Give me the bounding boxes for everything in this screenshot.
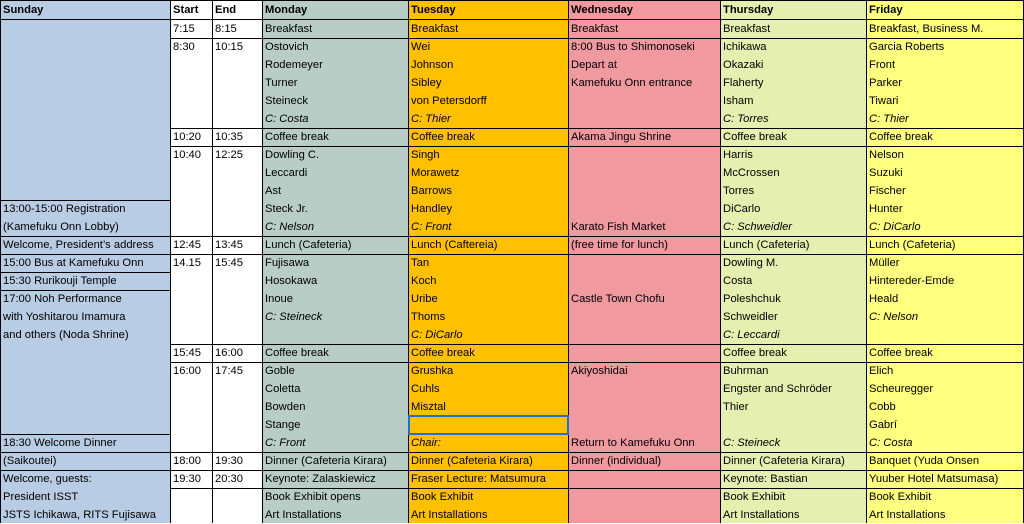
grid-line [568, 0, 569, 523]
cell-sunday-row-19[interactable]: and others (Noda Shrine) [3, 329, 129, 341]
cell-friday-row-6[interactable]: Tiwari [869, 95, 899, 107]
cell-sunday-row-13[interactable]: (Kamefuku Onn Lobby) [3, 221, 119, 233]
cell-thursday-row-8[interactable]: Coffee break [723, 131, 787, 143]
cell-monday-row-10[interactable]: Leccardi [265, 167, 308, 179]
cell-tuesday-row-19[interactable]: C: DiCarlo [411, 329, 463, 341]
cell-sunday-row-28[interactable]: President ISST [3, 491, 79, 503]
cell-sunday-row-12[interactable]: 13:00-15:00 Registration [3, 203, 126, 215]
cell-wednesday-row-25[interactable]: Return to Kamefuku Onn [571, 437, 695, 449]
cell-monday-row-14[interactable]: Lunch (Cafeteria) [265, 239, 352, 251]
cell-wednesday-row-5[interactable]: Kamefuku Onn entrance [571, 77, 693, 89]
cell-sunday-row-18[interactable]: with Yoshitarou Imamura [3, 311, 126, 323]
grid-line [170, 344, 1024, 345]
cell-sunday-row-26[interactable]: (Saikoutei) [3, 455, 57, 467]
cell-thursday-row-26[interactable]: Dinner (Cafeteria Kirara) [723, 455, 845, 467]
cell-monday-row-24[interactable]: Stange [265, 419, 301, 431]
cell-friday-row-3[interactable]: Garcia Roberts [869, 41, 945, 53]
cell-friday-row-4[interactable]: Front [869, 59, 896, 71]
header-end[interactable]: End [215, 4, 237, 16]
cell-thursday-row-13[interactable]: C: Schweidler [723, 221, 793, 233]
cell-friday-row-18[interactable]: C: Nelson [869, 311, 919, 323]
cell-friday-row-9[interactable]: Nelson [869, 149, 904, 161]
cell-monday-row-15[interactable]: Fujisawa [265, 257, 310, 269]
cell-friday-row-21[interactable]: Elich [869, 365, 894, 377]
cell-friday-row-14[interactable]: Lunch (Cafeteria) [869, 239, 956, 251]
cell-tuesday-row-3[interactable]: Wei [411, 41, 431, 53]
cell-start-row-8[interactable]: 10:20 [173, 131, 201, 143]
grid-line [0, 200, 170, 201]
cell-start-row-20[interactable]: 15:45 [173, 347, 201, 359]
cell-tuesday-row-20[interactable]: Coffee break [411, 347, 475, 359]
cell-end-row-20[interactable]: 16:00 [215, 347, 243, 359]
grid-line [0, 452, 170, 453]
cell-thursday-row-3[interactable]: Ichikawa [723, 41, 767, 53]
cell-tuesday-row-29[interactable]: Art Installations [411, 509, 488, 521]
cell-thursday-row-4[interactable]: Okazaki [723, 59, 764, 71]
cell-monday-row-21[interactable]: Goble [265, 365, 295, 377]
grid-line [170, 452, 1024, 453]
cell-friday-row-29[interactable]: Art Installations [869, 509, 946, 521]
cell-friday-row-23[interactable]: Cobb [869, 401, 896, 413]
cell-friday-row-25[interactable]: C: Costa [869, 437, 913, 449]
cell-end-row-2[interactable]: 8:15 [215, 23, 237, 35]
cell-friday-row-20[interactable]: Coffee break [869, 347, 933, 359]
cell-tuesday-row-11[interactable]: Barrows [411, 185, 453, 197]
grid-line [262, 0, 263, 523]
header-thursday[interactable]: Thursday [723, 4, 774, 16]
cell-tuesday-row-27[interactable]: Fraser Lecture: Matsumura [411, 473, 546, 485]
cell-sunday-row-15[interactable]: 15:00 Bus at Kamefuku Onn [3, 257, 144, 269]
cell-wednesday-row-21[interactable]: Akiyoshidai [571, 365, 628, 377]
cell-wednesday-row-3[interactable]: 8:00 Bus to Shimonoseki [571, 41, 695, 53]
cell-wednesday-row-4[interactable]: Depart at [571, 59, 618, 71]
cell-end-row-27[interactable]: 20:30 [215, 473, 243, 485]
cell-friday-row-28[interactable]: Book Exhibit [869, 491, 932, 503]
cell-monday-row-4[interactable]: Rodemeyer [265, 59, 323, 71]
cell-end-row-8[interactable]: 10:35 [215, 131, 243, 143]
cell-friday-row-26[interactable]: Banquet (Yuda Onsen [869, 455, 980, 467]
cell-monday-row-3[interactable]: Ostovich [265, 41, 309, 53]
cell-wednesday-row-17[interactable]: Castle Town Chofu [571, 293, 665, 305]
grid-line [170, 470, 1024, 471]
cell-monday-row-29[interactable]: Art Installations [265, 509, 342, 521]
cell-monday-row-16[interactable]: Hosokawa [265, 275, 318, 287]
cell-tuesday-row-6[interactable]: von Petersdorff [411, 95, 487, 107]
grid-line [170, 236, 1024, 237]
grid-line [170, 0, 171, 523]
cell-thursday-row-11[interactable]: Torres [723, 185, 755, 197]
cell-monday-row-28[interactable]: Book Exhibit opens [265, 491, 361, 503]
grid-line [0, 434, 170, 435]
cell-thursday-row-10[interactable]: McCrossen [723, 167, 780, 179]
cell-thursday-row-19[interactable]: C: Leccardi [723, 329, 780, 341]
cell-start-row-3[interactable]: 8:30 [173, 41, 195, 53]
cell-end-row-26[interactable]: 19:30 [215, 455, 243, 467]
cell-end-row-21[interactable]: 17:45 [215, 365, 243, 377]
cell-monday-row-12[interactable]: Steck Jr. [265, 203, 308, 215]
cell-thursday-row-17[interactable]: Poleshchuk [723, 293, 781, 305]
cell-monday-row-27[interactable]: Keynote: Zalaskiewicz [265, 473, 376, 485]
cell-end-row-15[interactable]: 15:45 [215, 257, 243, 269]
cell-monday-row-17[interactable]: Inoue [265, 293, 293, 305]
grid-line [0, 470, 170, 471]
cell-friday-row-15[interactable]: Müller [869, 257, 900, 269]
grid-line [170, 128, 1024, 129]
cell-start-row-26[interactable]: 18:00 [173, 455, 201, 467]
cell-friday-row-8[interactable]: Coffee break [869, 131, 933, 143]
header-sunday[interactable]: Sunday [3, 4, 44, 16]
cell-start-row-9[interactable]: 10:40 [173, 149, 201, 161]
cell-thursday-row-28[interactable]: Book Exhibit [723, 491, 786, 503]
cell-thursday-row-18[interactable]: Schweidler [723, 311, 778, 323]
cell-tuesday-row-12[interactable]: Handley [411, 203, 453, 215]
cell-tuesday-row-22[interactable]: Cuhls [411, 383, 440, 395]
cell-tuesday-row-23[interactable]: Misztal [411, 401, 446, 413]
cell-thursday-row-14[interactable]: Lunch (Cafeteria) [723, 239, 810, 251]
header-friday[interactable]: Friday [869, 4, 903, 16]
grid-line [170, 488, 1024, 489]
cell-wednesday-row-2[interactable]: Breakfast [571, 23, 619, 35]
header-start[interactable]: Start [173, 4, 199, 16]
cell-start-row-15[interactable]: 14.15 [173, 257, 201, 269]
cell-end-row-14[interactable]: 13:45 [215, 239, 243, 251]
cell-thursday-row-27[interactable]: Keynote: Bastian [723, 473, 808, 485]
grid-line [408, 0, 409, 523]
cell-monday-row-20[interactable]: Coffee break [265, 347, 329, 359]
cell-sunday-row-29[interactable]: JSTS Ichikawa, RITS Fujisawa [3, 509, 156, 521]
cell-thursday-row-16[interactable]: Costa [723, 275, 753, 287]
grid-line [866, 0, 867, 523]
cell-friday-row-2[interactable]: Breakfast, Business M. [869, 23, 984, 35]
grid-line [0, 290, 170, 291]
cell-thursday-row-6[interactable]: Isham [723, 95, 754, 107]
cell-tuesday-row-17[interactable]: Uribe [411, 293, 438, 305]
grid-line [0, 236, 170, 237]
cell-monday-row-22[interactable]: Coletta [265, 383, 301, 395]
cell-tuesday-row-10[interactable]: Morawetz [411, 167, 460, 179]
cell-tuesday-row-7[interactable]: C: Thier [411, 113, 451, 125]
cell-tuesday-row-16[interactable]: Koch [411, 275, 437, 287]
selected-cell-outline [408, 415, 569, 435]
cell-thursday-row-23[interactable]: Thier [723, 401, 749, 413]
cell-start-row-14[interactable]: 12:45 [173, 239, 201, 251]
cell-start-row-21[interactable]: 16:00 [173, 365, 201, 377]
cell-sunday-row-16[interactable]: 15:30 Rurikouji Temple [3, 275, 117, 287]
grid-line [0, 19, 1024, 20]
cell-monday-row-18[interactable]: C: Steineck [265, 311, 323, 323]
cell-thursday-row-9[interactable]: Harris [723, 149, 753, 161]
cell-tuesday-row-8[interactable]: Coffee break [411, 131, 475, 143]
cell-thursday-row-5[interactable]: Flaherty [723, 77, 764, 89]
header-monday[interactable]: Monday [265, 4, 308, 16]
cell-monday-row-26[interactable]: Dinner (Cafeteria Kirara) [265, 455, 387, 467]
cell-sunday-row-14[interactable]: Welcome, President’s address [3, 239, 154, 251]
cell-tuesday-row-2[interactable]: Breakfast [411, 23, 459, 35]
header-wednesday[interactable]: Wednesday [571, 4, 633, 16]
cell-end-row-9[interactable]: 12:25 [215, 149, 243, 161]
cell-thursday-row-12[interactable]: DiCarlo [723, 203, 761, 215]
cell-tuesday-row-13[interactable]: C: Front [411, 221, 452, 233]
cell-thursday-row-7[interactable]: C: Torres [723, 113, 769, 125]
grid-line [0, 0, 1, 523]
grid-line [0, 254, 170, 255]
grid-line [170, 146, 1024, 147]
cell-sunday-row-25[interactable]: 18:30 Welcome Dinner [3, 437, 117, 449]
cell-monday-row-8[interactable]: Coffee break [265, 131, 329, 143]
grid-line [720, 0, 721, 523]
cell-thursday-row-2[interactable]: Breakfast [723, 23, 771, 35]
cell-tuesday-row-4[interactable]: Johnson [411, 59, 454, 71]
cell-thursday-row-15[interactable]: Dowling M. [723, 257, 779, 269]
cell-monday-row-11[interactable]: Ast [265, 185, 282, 197]
cell-friday-row-13[interactable]: C: DiCarlo [869, 221, 921, 233]
cell-monday-row-2[interactable]: Breakfast [265, 23, 313, 35]
cell-friday-row-17[interactable]: Heald [869, 293, 899, 305]
cell-monday-row-6[interactable]: Steineck [265, 95, 308, 107]
cell-tuesday-row-21[interactable]: Grushka [411, 365, 454, 377]
cell-wednesday-row-13[interactable]: Karato Fish Market [571, 221, 666, 233]
cell-sunday-row-17[interactable]: 17:00 Noh Performance [3, 293, 122, 305]
cell-tuesday-row-5[interactable]: Sibley [411, 77, 442, 89]
grid-line [0, 0, 1024, 1]
cell-wednesday-row-26[interactable]: Dinner (individual) [571, 455, 662, 467]
cell-thursday-row-21[interactable]: Buhrman [723, 365, 769, 377]
cell-thursday-row-29[interactable]: Art Installations [723, 509, 800, 521]
cell-end-row-3[interactable]: 10:15 [215, 41, 243, 53]
cell-thursday-row-25[interactable]: C: Steineck [723, 437, 781, 449]
cell-friday-row-7[interactable]: C: Thier [869, 113, 909, 125]
cell-monday-row-5[interactable]: Turner [265, 77, 298, 89]
cell-friday-row-16[interactable]: Hintereder-Emde [869, 275, 955, 287]
cell-wednesday-row-8[interactable]: Akama Jingu Shrine [571, 131, 672, 143]
cell-tuesday-row-26[interactable]: Dinner (Cafeteria Kirara) [411, 455, 533, 467]
cell-monday-row-25[interactable]: C: Front [265, 437, 306, 449]
cell-friday-row-27[interactable]: Yuuber Hotel Matsumasa) [869, 473, 999, 485]
cell-monday-row-23[interactable]: Bowden [265, 401, 306, 413]
cell-monday-row-7[interactable]: C: Costa [265, 113, 309, 125]
cell-tuesday-row-14[interactable]: Lunch (Caftereia) [411, 239, 498, 251]
cell-monday-row-13[interactable]: C: Nelson [265, 221, 315, 233]
cell-tuesday-row-18[interactable]: Thoms [411, 311, 446, 323]
cell-thursday-row-20[interactable]: Coffee break [723, 347, 787, 359]
cell-thursday-row-22[interactable]: Engster and Schröder [723, 383, 832, 395]
cell-wednesday-row-14[interactable]: (free time for lunch) [571, 239, 668, 251]
cell-start-row-2[interactable]: 7:15 [173, 23, 195, 35]
grid-line [212, 0, 213, 523]
cell-tuesday-row-25[interactable]: Chair: [411, 437, 441, 449]
grid-line [170, 38, 1024, 39]
grid-line [170, 362, 1024, 363]
grid-line [0, 272, 170, 273]
header-tuesday[interactable]: Tuesday [411, 4, 456, 16]
cell-friday-row-24[interactable]: Gabrí [869, 419, 897, 431]
cell-friday-row-12[interactable]: Hunter [869, 203, 903, 215]
cell-friday-row-5[interactable]: Parker [869, 77, 902, 89]
cell-tuesday-row-15[interactable]: Tan [411, 257, 430, 269]
cell-friday-row-10[interactable]: Suzuki [869, 167, 903, 179]
cell-monday-row-9[interactable]: Dowling C. [265, 149, 320, 161]
grid-line [170, 254, 1024, 255]
cell-tuesday-row-9[interactable]: Singh [411, 149, 440, 161]
cell-friday-row-11[interactable]: Fischer [869, 185, 906, 197]
cell-start-row-27[interactable]: 19:30 [173, 473, 201, 485]
cell-tuesday-row-28[interactable]: Book Exhibit [411, 491, 474, 503]
cell-friday-row-22[interactable]: Scheuregger [869, 383, 934, 395]
cell-sunday-row-27[interactable]: Welcome, guests: [3, 473, 92, 485]
